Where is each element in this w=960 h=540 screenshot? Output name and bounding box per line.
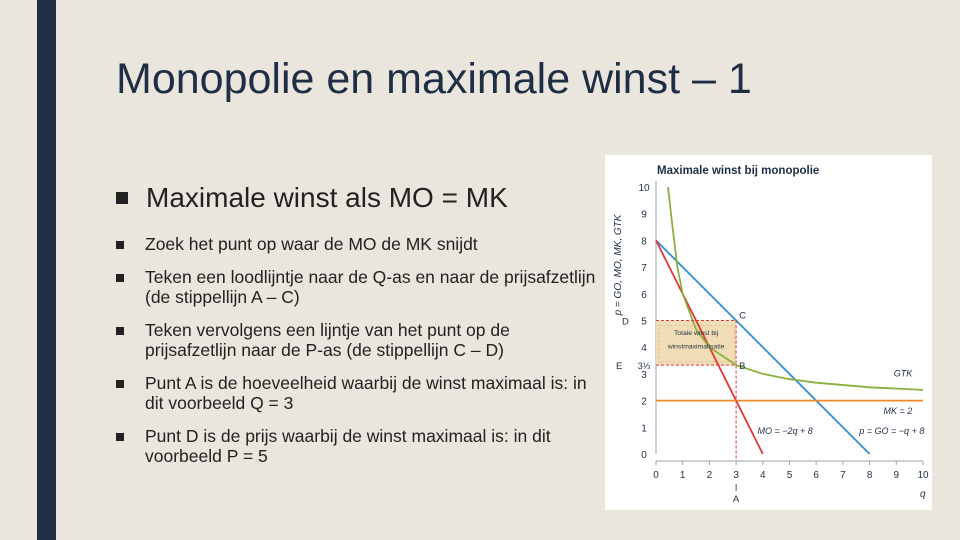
sub-bullet: [116, 234, 596, 254]
profit-area-label: winstmaximalisatie: [667, 343, 725, 351]
y-value-label-e: 3⅓: [637, 361, 651, 372]
go-label: p = GO = −q + 8: [859, 425, 925, 436]
bullet-square-icon: [116, 241, 124, 249]
bullet-square-icon: [116, 380, 124, 388]
y-tick-label: 6: [641, 289, 647, 301]
x-tick-label: 3: [733, 470, 739, 481]
x-tick-label: 0: [653, 470, 659, 481]
monopoly-chart: [605, 155, 932, 510]
main-bullet: [116, 182, 596, 214]
x-tick-label: 1: [679, 470, 686, 481]
bullet-square-icon: [116, 192, 128, 204]
y-tick-label: 5: [641, 316, 647, 328]
x-tick-label: 7: [840, 470, 846, 481]
bullet-square-icon: [116, 327, 124, 335]
x-tick-label: 6: [813, 470, 819, 481]
y-tick-label: 7: [641, 263, 647, 275]
x-tick-label: 2: [706, 470, 713, 481]
sub-bullet: [116, 373, 596, 413]
sub-bullet-text: Teken een loodlijntje naar de Q-as en naar de prijsafzetlijn (de stippellijn A – C): [145, 267, 596, 307]
y-tick-label: 4: [641, 343, 647, 355]
point-label-b: B: [739, 361, 746, 373]
y-tick-label: 3: [641, 369, 647, 381]
y-tick-label: 0: [641, 450, 647, 461]
sub-bullet: [116, 320, 596, 360]
slide-title: Monopolie en maximale winst – 1: [116, 55, 752, 103]
sub-bullet-text: Zoek het punt op waar de MO de MK snijdt: [145, 234, 478, 254]
point-label-d: D: [622, 316, 629, 328]
sub-bullet: [116, 426, 596, 466]
gtk-label: GTK: [893, 368, 913, 379]
point-label-c: C: [739, 310, 746, 322]
y-tick-label: 10: [638, 183, 650, 194]
mk-label: MK = 2: [883, 405, 913, 416]
sub-bullet-text: Teken vervolgens een lijntje van het punt op de prijsafzetlijn naar de P-as (de stippellijn C – D): [145, 320, 510, 360]
y-axis-label: p = GO, MO, MK, GTK: [613, 214, 624, 316]
x-tick-label: 9: [893, 470, 900, 481]
bullet-square-icon: [116, 274, 124, 282]
sub-bullet-text: Punt D is de prijs waarbij de winst maximaal is: in dit voorbeeld P = 5: [145, 426, 551, 466]
bullet-square-icon: [116, 433, 124, 441]
chart-panel: [605, 155, 932, 510]
x-tick-label: 8: [866, 470, 873, 481]
sub-bullet-text: Punt A is de hoeveelheid waarbij de winst maximaal is: in dit voorbeeld Q = 3: [145, 373, 587, 413]
x-tick-label: 4: [760, 470, 766, 481]
x-tick-label: 5: [786, 470, 793, 481]
y-tick-label: 1: [641, 423, 647, 435]
profit-area-label: Totale winst bij: [673, 330, 719, 338]
point-label-a: A: [732, 494, 740, 505]
y-tick-label: 9: [641, 209, 647, 221]
accent-bar: [37, 0, 56, 540]
point-label-e: E: [616, 361, 623, 373]
bullet-list: [116, 182, 596, 479]
y-tick-label: 8: [641, 236, 647, 248]
x-axis-label: q: [920, 489, 926, 500]
chart-title: Maximale winst bij monopolie: [657, 165, 820, 177]
x-tick-label: 10: [917, 470, 929, 481]
y-tick-label: 2: [641, 396, 647, 408]
mo-label: MO = −2q + 8: [757, 425, 813, 436]
sub-bullet: [116, 267, 596, 307]
main-bullet-text: Maximale winst als MO = MK: [146, 182, 508, 213]
